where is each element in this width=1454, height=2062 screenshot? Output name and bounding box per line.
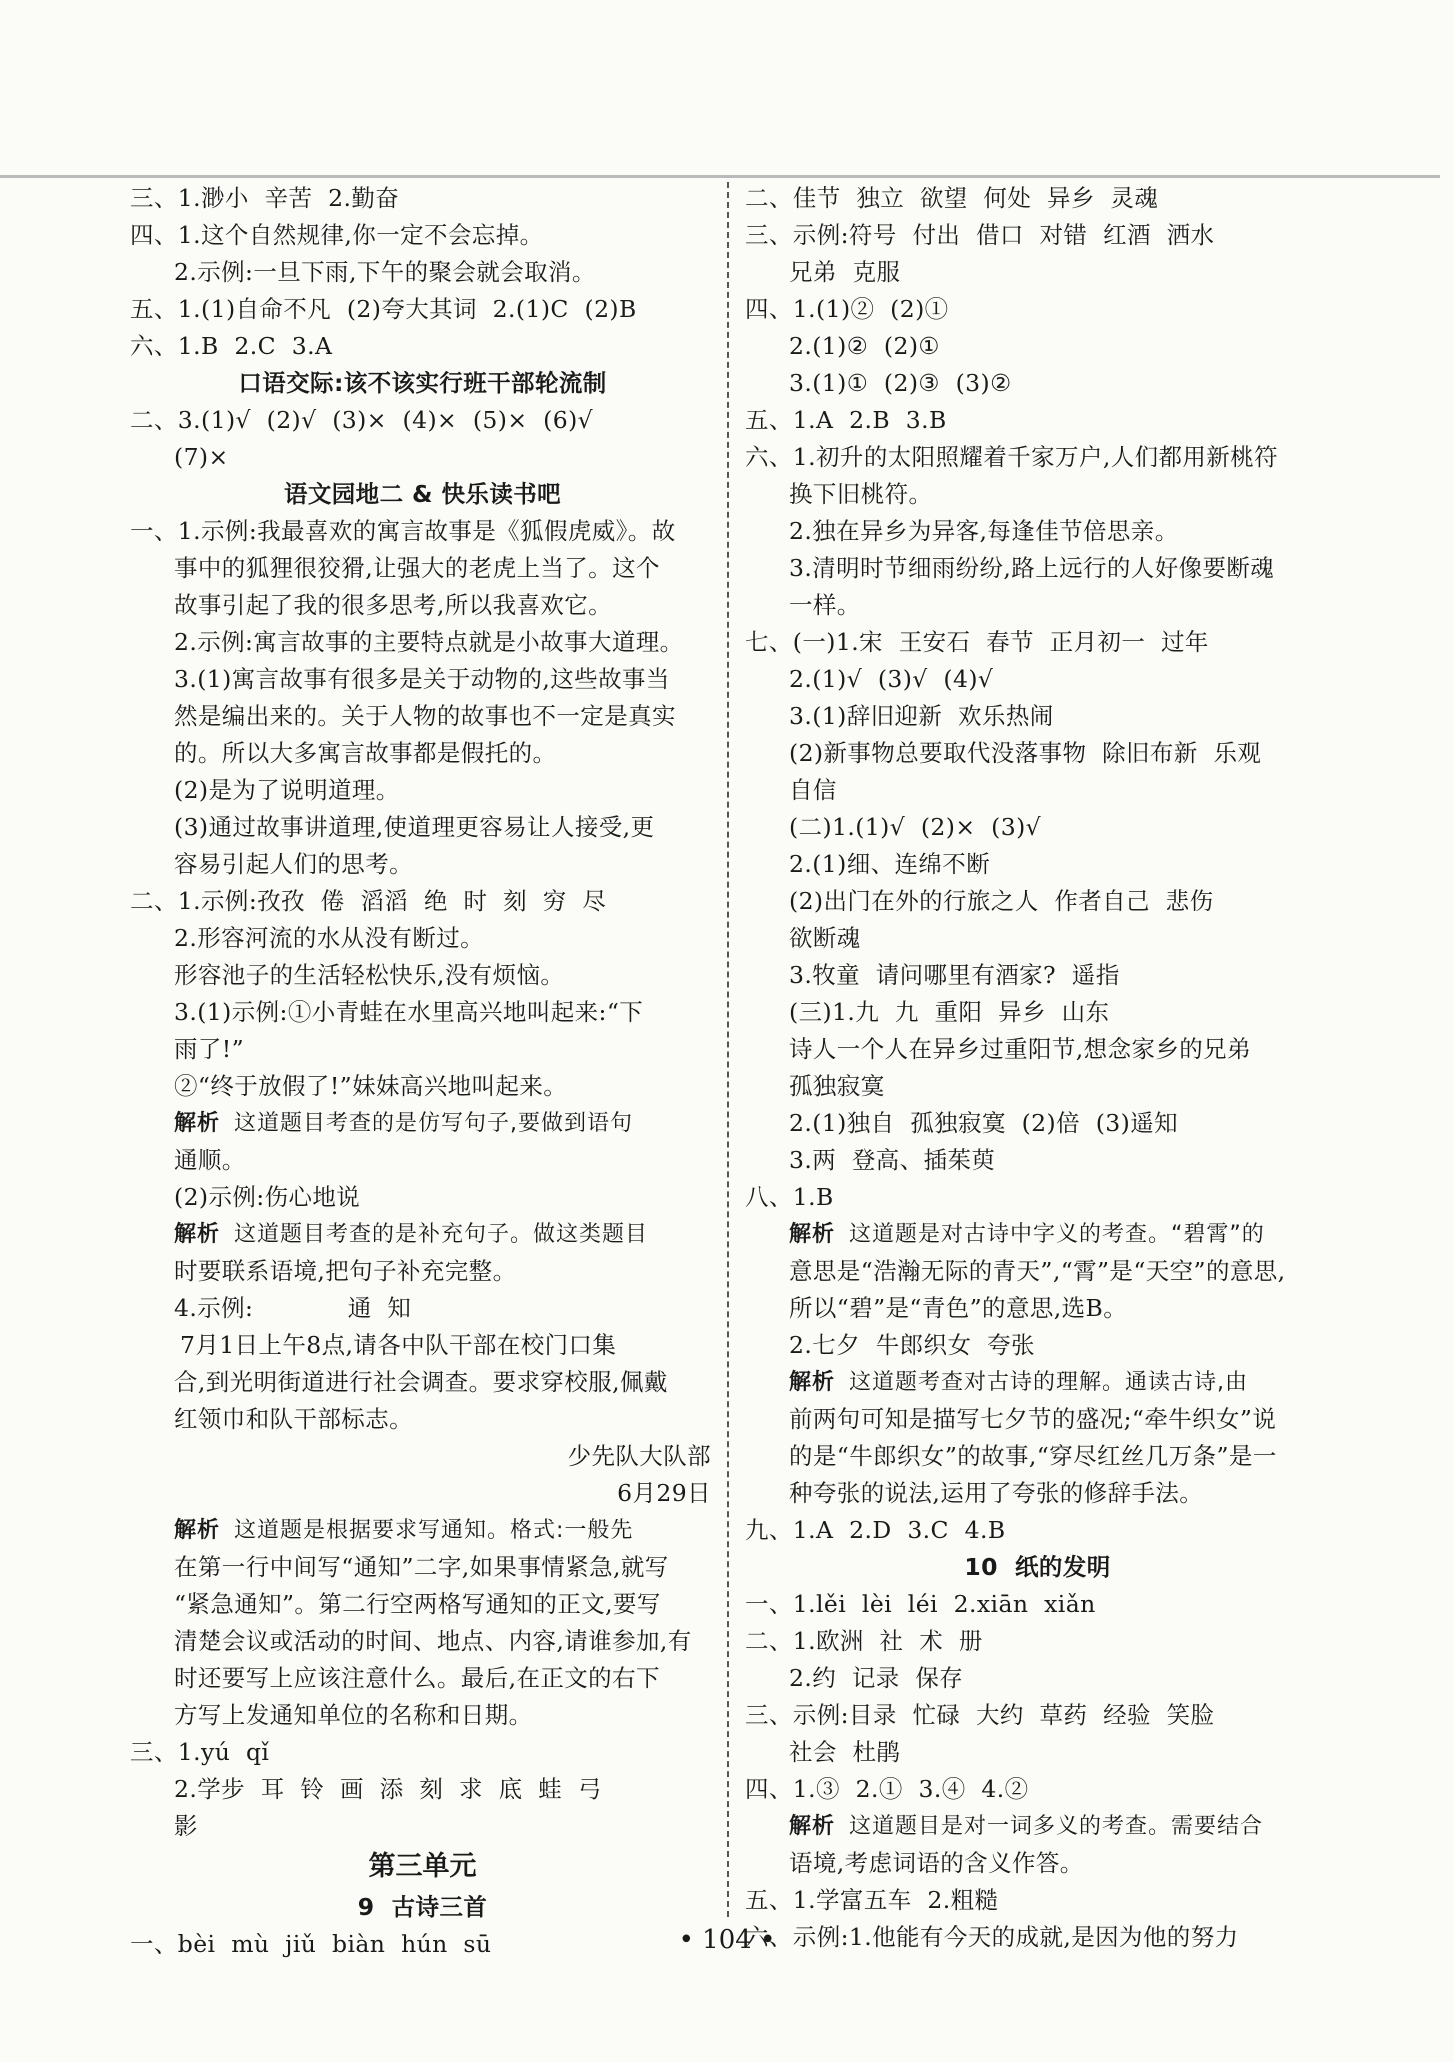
- left-line: 3.(1)寓言故事有很多是关于动物的,这些故事当: [174, 665, 670, 693]
- right-line: 2.约 记录 保存: [789, 1664, 964, 1692]
- right-line: 2.(1)独自 孤独寂寞 (2)倍 (3)遥知: [789, 1109, 1179, 1137]
- analysis-label: 解析: [174, 1222, 221, 1247]
- left-line: 7月1日上午8点,请各中队干部在校门口集: [180, 1331, 617, 1359]
- analysis-label: 解析: [174, 1111, 221, 1136]
- right-line: 五、1.A 2.B 3.B: [745, 406, 947, 434]
- right-line: 3.(1)辞旧迎新 欢乐热闹: [789, 702, 1054, 730]
- right-line: 诗人一个人在异乡过重阳节,想念家乡的兄弟: [789, 1035, 1251, 1063]
- analysis-text: 这道题是根据要求写通知。格式:一般先: [234, 1518, 634, 1543]
- right-line: 六、1.初升的太阳照耀着千家万户,人们都用新桃符: [745, 443, 1278, 471]
- top-rule: [0, 175, 1440, 178]
- right-line: 四、1.(1)② (2)①: [745, 295, 949, 323]
- right-line: 换下旧桃符。: [789, 480, 933, 508]
- left-line: 四、1.这个自然规律,你一定不会忘掉。: [130, 221, 544, 249]
- left-line: 方写上发通知单位的名称和日期。: [174, 1701, 533, 1729]
- page-number: • 104 •: [678, 1925, 776, 1955]
- right-line: 3.两 登高、插茱萸: [789, 1146, 996, 1174]
- right-line: 欲断魂: [789, 924, 861, 952]
- right-line: 二、佳节 独立 欲望 何处 异乡 灵魂: [745, 184, 1159, 212]
- right-line: 九、1.A 2.D 3.C 4.B: [745, 1516, 1006, 1544]
- right-column: [745, 180, 1330, 1956]
- left-line: 2.学步 耳 铃 画 添 刻 求 底 蛙 弓: [174, 1775, 602, 1803]
- right-line: 社会 杜鹃: [789, 1738, 901, 1766]
- left-line: (2)是为了说明道理。: [174, 776, 400, 804]
- left-line: 9 古诗三首: [357, 1893, 488, 1921]
- left-line: 清楚会议或活动的时间、地点、内容,请谁参加,有: [174, 1627, 692, 1655]
- left-line: 五、1.(1)自命不凡 (2)夸大其词 2.(1)C (2)B: [130, 295, 637, 323]
- left-line: 二、3.(1)√ (2)√ (3)× (4)× (5)× (6)√: [130, 406, 594, 434]
- right-line: 七、(一)1.宋 王安石 春节 正月初一 过年: [745, 628, 1209, 656]
- right-line: 2.独在异乡为异客,每逢佳节倍思亲。: [789, 517, 1179, 545]
- right-line: 2.(1)细、连绵不断: [789, 850, 991, 878]
- left-line: 时还要写上应该注意什么。最后,在正文的右下: [174, 1664, 660, 1692]
- left-line: [130, 1216, 715, 1253]
- left-line: 通顺。: [174, 1146, 246, 1174]
- right-line: 二、1.欧洲 社 术 册: [745, 1627, 983, 1655]
- left-line: 红领巾和队干部标志。: [174, 1405, 413, 1433]
- right-line: 种夸张的说法,运用了夸张的修辞手法。: [789, 1479, 1204, 1507]
- left-line: (3)通过故事讲道理,使道理更容易让人接受,更: [174, 813, 655, 841]
- right-line: 一样。: [789, 591, 861, 619]
- left-line: 少先队大队部: [567, 1442, 711, 1470]
- right-line: 六、示例:1.他能有今天的成就,是因为他的努力: [745, 1923, 1239, 1951]
- left-line: 故事引起了我的很多思考,所以我喜欢它。: [174, 591, 613, 619]
- left-line: 影: [174, 1812, 198, 1840]
- left-line: 合,到光明街道进行社会调查。要求穿校服,佩戴: [174, 1368, 668, 1396]
- left-line: 口语交际:该不该实行班干部轮流制: [238, 369, 607, 397]
- right-line: 3.牧童 请问哪里有酒家? 遥指: [789, 961, 1120, 989]
- right-line: 2.(1)② (2)①: [789, 332, 940, 360]
- right-line: 八、1.B: [745, 1183, 834, 1211]
- left-line: 的。所以大多寓言故事都是假托的。: [174, 739, 557, 767]
- left-line: (2)示例:伤心地说: [174, 1183, 361, 1211]
- left-line: ②“终于放假了!”妹妹高兴地叫起来。: [174, 1072, 568, 1100]
- left-line: 语文园地二 & 快乐读书吧: [283, 480, 562, 508]
- right-line: (2)出门在外的行旅之人 作者自己 悲伤: [789, 887, 1214, 915]
- analysis-text: 这道题目考查的是仿写句子,要做到语句: [234, 1111, 634, 1136]
- right-line: 意思是“浩瀚无际的青天”,“霄”是“天空”的意思,: [789, 1257, 1286, 1285]
- analysis-text: 这道题是对古诗中字义的考查。“碧霄”的: [849, 1222, 1265, 1247]
- right-line: 3.(1)① (2)③ (3)②: [789, 369, 1012, 397]
- left-line: 三、1.渺小 辛苦 2.勤奋: [130, 184, 400, 212]
- left-line: 三、1.yú qǐ: [130, 1738, 270, 1766]
- column-divider: [727, 182, 729, 1917]
- right-line: (二)1.(1)√ (2)× (3)√: [789, 813, 1042, 841]
- left-line: 2.示例:寓言故事的主要特点就是小故事大道理。: [174, 628, 684, 656]
- right-line: [745, 1808, 1330, 1845]
- left-line: 雨了!”: [174, 1035, 245, 1063]
- right-line: 五、1.学富五车 2.粗糙: [745, 1886, 999, 1914]
- right-line: [745, 1364, 1330, 1401]
- left-line: [130, 1105, 715, 1142]
- right-line: 前两句可知是描写七夕节的盛况;“牵牛织女”说: [789, 1405, 1277, 1433]
- right-line: (三)1.九 九 重阳 异乡 山东: [789, 998, 1110, 1026]
- right-line: 所以“碧”是“青色”的意思,选B。: [789, 1294, 1128, 1322]
- left-column: [130, 180, 715, 1963]
- right-line: 孤独寂寞: [789, 1072, 885, 1100]
- left-line: 6月29日: [617, 1479, 711, 1507]
- left-line: 一、1.示例:我最喜欢的寓言故事是《狐假虎威》。故: [130, 517, 676, 545]
- right-line: 三、示例:目录 忙碌 大约 草药 经验 笑脸: [745, 1701, 1215, 1729]
- right-line: 兄弟 克服: [789, 258, 901, 286]
- right-line: 2.七夕 牛郎织女 夸张: [789, 1331, 1035, 1359]
- left-line: 事中的狐狸很狡猾,让强大的老虎上当了。这个: [174, 554, 660, 582]
- left-line: 2.示例:一旦下雨,下午的聚会就会取消。: [174, 258, 596, 286]
- left-line: 3.(1)示例:①小青蛙在水里高兴地叫起来:“下: [174, 998, 644, 1026]
- right-line: 2.(1)√ (3)√ (4)√: [789, 665, 994, 693]
- right-line: 10 纸的发明: [964, 1553, 1111, 1581]
- left-line: 4.示例: 通 知: [174, 1294, 412, 1322]
- right-line: 一、1.lěi lèi léi 2.xiān xiǎn: [745, 1590, 1096, 1618]
- left-line: 二、1.示例:孜孜 倦 滔滔 绝 时 刻 穷 尽: [130, 887, 607, 915]
- left-line: [130, 1512, 715, 1549]
- analysis-text: 这道题目考查的是补充句子。做这类题目: [234, 1222, 649, 1247]
- analysis-label: 解析: [789, 1222, 836, 1247]
- right-line: 语境,考虑词语的含义作答。: [789, 1849, 1084, 1877]
- left-line: 在第一行中间写“通知”二字,如果事情紧急,就写: [174, 1553, 669, 1581]
- left-line: 2.形容河流的水从没有断过。: [174, 924, 485, 952]
- right-line: (2)新事物总要取代没落事物 除旧布新 乐观: [789, 739, 1262, 767]
- analysis-text: 这道题目是对一词多义的考查。需要结合: [849, 1814, 1264, 1839]
- analysis-text: 这道题考查对古诗的理解。通读古诗,由: [849, 1370, 1249, 1395]
- right-line: [745, 1216, 1330, 1253]
- left-line: 容易引起人们的思考。: [174, 850, 413, 878]
- left-line: (7)×: [174, 443, 229, 471]
- analysis-label: 解析: [789, 1814, 836, 1839]
- right-line: 3.清明时节细雨纷纷,路上远行的人好像要断魂: [789, 554, 1275, 582]
- right-line: 的是“牛郎织女”的故事,“穿尽红丝几万条”是一: [789, 1442, 1277, 1470]
- left-line: 一、bèi mù jiǔ biàn hún sū: [130, 1930, 492, 1958]
- right-line: 自信: [789, 776, 837, 804]
- left-line: 然是编出来的。关于人物的故事也不一定是真实: [174, 702, 676, 730]
- left-line: 第三单元: [368, 1851, 477, 1882]
- left-line: “紧急通知”。第二行空两格写通知的正文,要写: [174, 1590, 661, 1618]
- right-line: 四、1.③ 2.① 3.④ 4.②: [745, 1775, 1029, 1803]
- left-line: 形容池子的生活轻松快乐,没有烦恼。: [174, 961, 565, 989]
- analysis-label: 解析: [174, 1518, 221, 1543]
- left-line: 六、1.B 2.C 3.A: [130, 332, 333, 360]
- left-line: 时要联系语境,把句子补充完整。: [174, 1257, 517, 1285]
- right-line: 三、示例:符号 付出 借口 对错 红酒 洒水: [745, 221, 1215, 249]
- analysis-label: 解析: [789, 1370, 836, 1395]
